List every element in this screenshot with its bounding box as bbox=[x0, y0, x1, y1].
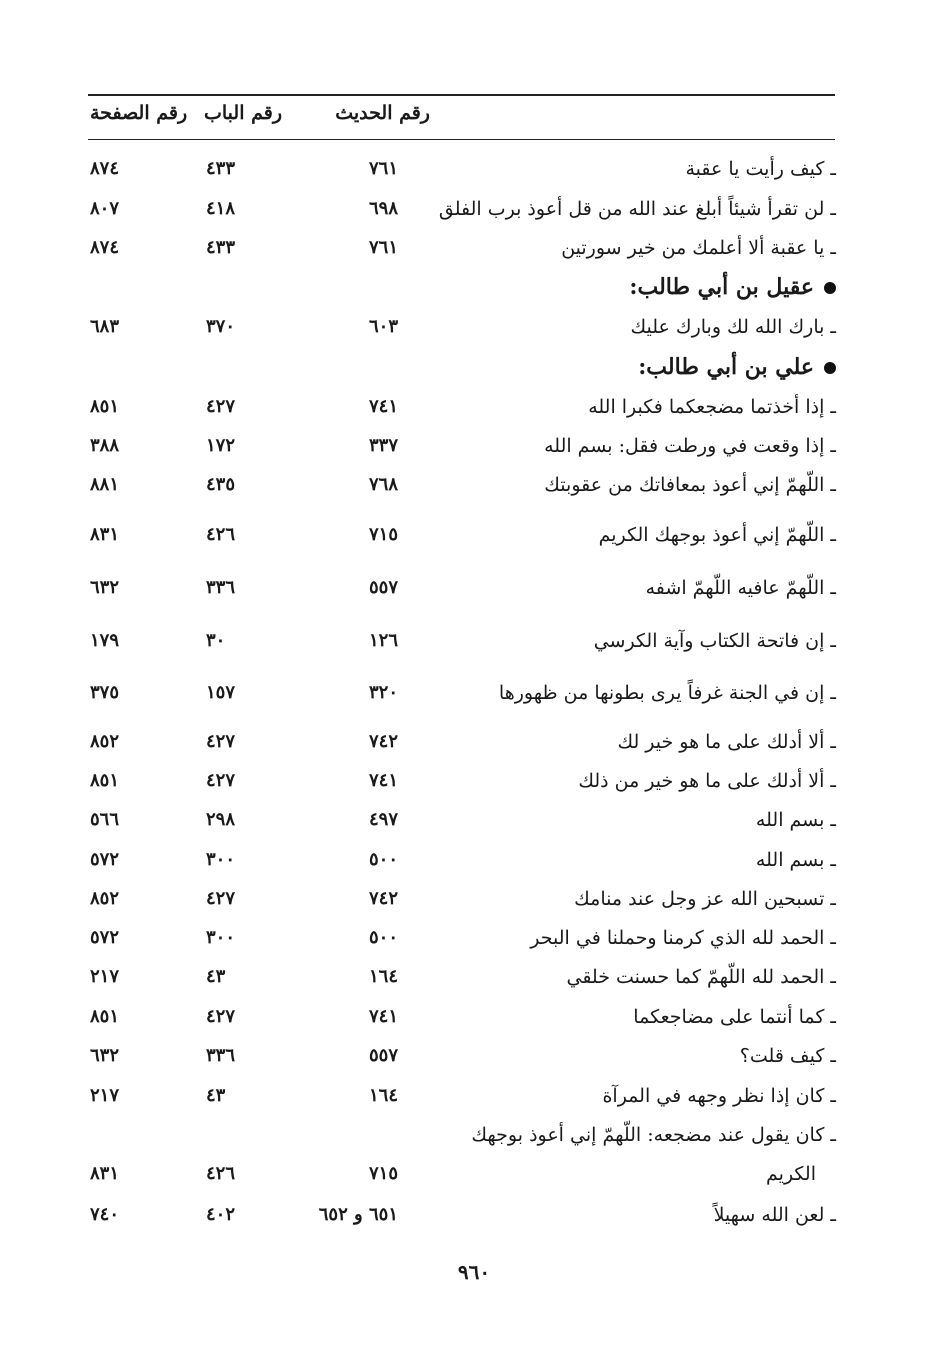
chapter-number: ٤٢٧ bbox=[206, 396, 236, 417]
chapter-number: ٣٣٦ bbox=[206, 1045, 236, 1066]
hadith-phrase bbox=[617, 727, 836, 757]
page-number: ٩٦٠ bbox=[457, 1260, 491, 1284]
index-row bbox=[0, 1159, 948, 1189]
chapter-number: ٤٣ bbox=[206, 966, 226, 987]
hadith-phrase bbox=[566, 962, 836, 992]
index-row bbox=[0, 678, 948, 708]
chapter-number: ٤٢٦ bbox=[206, 1163, 236, 1184]
hadith-number: ٧٤١ bbox=[368, 770, 398, 791]
index-row bbox=[0, 845, 948, 875]
header-page-number: رقم الصفحة bbox=[90, 102, 188, 124]
header-rule bbox=[88, 139, 835, 140]
hadith-phrase bbox=[756, 805, 836, 835]
index-row bbox=[0, 1081, 948, 1111]
chapter-number: ٤٣٥ bbox=[206, 474, 236, 495]
page-ref: ٨٥٢ bbox=[90, 731, 120, 752]
chapter-number: ٤٣ bbox=[206, 1085, 226, 1106]
section-heading bbox=[0, 352, 948, 382]
hadith-number: ١٢٦ bbox=[368, 630, 398, 651]
page-ref: ٨٧٤ bbox=[90, 158, 120, 179]
hadith-number: ٧٦٨ bbox=[368, 474, 398, 495]
bullet-icon bbox=[824, 282, 836, 294]
index-row bbox=[0, 766, 948, 796]
hadith-phrase bbox=[471, 1120, 836, 1150]
index-row bbox=[0, 431, 948, 461]
index-row bbox=[0, 312, 948, 342]
page-ref: ٣٨٨ bbox=[90, 435, 120, 456]
row-text: ـ ألا أدلك على ما هو خير من ذلك bbox=[578, 770, 836, 792]
index-row bbox=[0, 884, 948, 914]
hadith-number: ٦٩٨ bbox=[368, 198, 398, 219]
hadith-number: ٥٥٧ bbox=[368, 1045, 398, 1066]
page-ref: ٨٠٧ bbox=[90, 198, 120, 219]
chapter-number: ٣٠ bbox=[206, 630, 226, 651]
row-text: ـ كيف رأيت يا عقبة bbox=[685, 158, 836, 180]
header-chapter-number: رقم الباب bbox=[204, 102, 282, 124]
hadith-number: ٧٦١ bbox=[368, 237, 398, 258]
hadith-phrase bbox=[766, 1159, 816, 1189]
hadith-number: ٧٤١ bbox=[368, 1006, 398, 1027]
row-text: ـ ألا أدلك على ما هو خير لك bbox=[617, 731, 836, 753]
hadith-phrase bbox=[544, 431, 836, 461]
row-text: ـ بارك الله لك وبارك عليك bbox=[630, 316, 836, 338]
page-ref: ١٧٩ bbox=[90, 630, 120, 651]
hadith-phrase bbox=[633, 1002, 836, 1032]
hadith-number: ٥٠٠ bbox=[368, 849, 398, 870]
row-text: ـ كيف قلت؟ bbox=[739, 1045, 836, 1067]
index-row bbox=[0, 154, 948, 184]
hadith-phrase bbox=[544, 470, 836, 500]
page-ref: ٥٧٢ bbox=[90, 849, 120, 870]
row-text: ـ بسم الله bbox=[755, 809, 836, 831]
bullet-icon bbox=[824, 362, 836, 374]
row-text: ـ لن تقرأ شيئاً أبلغ عند الله من قل أعوذ برب الفلق bbox=[438, 198, 836, 220]
chapter-number: ١٥٧ bbox=[206, 682, 236, 703]
page-ref: ٨٥١ bbox=[90, 770, 120, 791]
row-text: علي بن أبي طالب: bbox=[638, 354, 814, 380]
hadith-phrase bbox=[574, 884, 836, 914]
chapter-number: ٤٢٧ bbox=[206, 731, 236, 752]
page-ref: ٨٧٤ bbox=[90, 237, 120, 258]
index-row bbox=[0, 727, 948, 757]
row-text: ـ الحمد لله اللّهمّ كما حسنت خلقي bbox=[566, 966, 836, 988]
hadith-phrase bbox=[631, 312, 836, 342]
hadith-number: ٧٤٢ bbox=[368, 888, 398, 909]
chapter-number: ٤٠٢ bbox=[206, 1204, 236, 1225]
page-ref: ٨٨١ bbox=[90, 474, 120, 495]
hadith-phrase bbox=[588, 392, 836, 422]
row-text: ـ كان إذا نظر وجهه في المرآة bbox=[602, 1085, 836, 1107]
hadith-number: ١٦٤ bbox=[368, 1085, 398, 1106]
index-row bbox=[0, 194, 948, 224]
page-ref: ٨٣١ bbox=[90, 524, 120, 545]
chapter-number: ٤١٨ bbox=[206, 198, 236, 219]
hadith-number: ٦٠٣ bbox=[368, 316, 398, 337]
chapter-number: ١٧٢ bbox=[206, 435, 236, 456]
hadith-number: ٧٤٢ bbox=[368, 731, 398, 752]
index-row bbox=[0, 392, 948, 422]
hadith-number: ٣٢٠ bbox=[368, 682, 398, 703]
index-row bbox=[0, 805, 948, 835]
index-row bbox=[0, 573, 948, 603]
row-text: ـ لعن الله سهيلاً bbox=[713, 1204, 836, 1226]
page-ref: ٨٥١ bbox=[90, 1006, 120, 1027]
index-row bbox=[0, 962, 948, 992]
row-text: ـ اللّهمّ عافيه اللّهمّ اشفه bbox=[645, 577, 836, 599]
index-row bbox=[0, 1002, 948, 1032]
hadith-phrase bbox=[561, 233, 836, 263]
chapter-number: ٤٣٣ bbox=[206, 158, 236, 179]
hadith-number: ٦٥١ و ٦٥٢ bbox=[318, 1204, 398, 1225]
hadith-number: ٧١٥ bbox=[368, 524, 398, 545]
chapter-number: ٤٢٧ bbox=[206, 770, 236, 791]
index-row bbox=[0, 233, 948, 263]
page-ref: ٦٣٢ bbox=[90, 577, 120, 598]
hadith-phrase bbox=[602, 1081, 836, 1111]
page-ref: ٧٤٠ bbox=[90, 1204, 120, 1225]
section-title bbox=[638, 352, 836, 382]
hadith-number: ٣٣٧ bbox=[368, 435, 398, 456]
row-text: ـ يا عقبة ألا أعلمك من خير سورتين bbox=[561, 237, 836, 259]
row-text: ـ اللّهمّ إني أعوذ بوجهك الكريم bbox=[598, 524, 836, 546]
page-ref: ٦٨٣ bbox=[90, 316, 120, 337]
chapter-number: ٣٣٦ bbox=[206, 577, 236, 598]
page-ref: ٣٧٥ bbox=[90, 682, 120, 703]
index-row bbox=[0, 626, 948, 656]
hadith-phrase bbox=[439, 194, 836, 224]
chapter-number: ٤٢٧ bbox=[206, 1006, 236, 1027]
hadith-phrase bbox=[578, 766, 836, 796]
chapter-number: ٣٠٠ bbox=[206, 927, 236, 948]
row-text: ـ كما أنتما على مضاجعكما bbox=[633, 1006, 836, 1028]
hadith-number: ٥٥٧ bbox=[368, 577, 398, 598]
hadith-phrase bbox=[740, 1041, 836, 1071]
chapter-number: ٤٣٣ bbox=[206, 237, 236, 258]
hadith-number: ٧٦١ bbox=[368, 158, 398, 179]
section-heading bbox=[0, 272, 948, 302]
hadith-phrase bbox=[499, 678, 836, 708]
hadith-phrase bbox=[599, 520, 836, 550]
page-ref: ٨٣١ bbox=[90, 1163, 120, 1184]
index-row bbox=[0, 520, 948, 550]
chapter-number: ٣٠٠ bbox=[206, 849, 236, 870]
row-text: ـ إذا أخذتما مضجعكما فكبرا الله bbox=[588, 396, 836, 418]
row-text: ـ إن في الجنة غرفاً يرى بطونها من ظهورها bbox=[498, 682, 836, 704]
row-text: ـ إذا وقعت في ورطت فقل: بسم الله bbox=[544, 435, 836, 457]
row-text: الكريم bbox=[766, 1163, 816, 1185]
chapter-number: ٤٢٦ bbox=[206, 524, 236, 545]
hadith-phrase bbox=[646, 573, 836, 603]
page-ref: ٦٣٢ bbox=[90, 1045, 120, 1066]
top-rule bbox=[88, 94, 835, 96]
index-row bbox=[0, 1041, 948, 1071]
page-ref: ٢١٧ bbox=[90, 1085, 120, 1106]
hadith-number: ٥٠٠ bbox=[368, 927, 398, 948]
hadith-number: ٧١٥ bbox=[368, 1163, 398, 1184]
row-text: ـ كان يقول عند مضجعه: اللّهمّ إني أعوذ بوجهك bbox=[471, 1124, 836, 1146]
hadith-phrase bbox=[714, 1200, 836, 1230]
page-ref: ٨٥١ bbox=[90, 396, 120, 417]
hadith-phrase bbox=[594, 626, 836, 656]
hadith-number: ٤٩٧ bbox=[368, 809, 398, 830]
hadith-phrase bbox=[685, 154, 836, 184]
page-ref: ٥٦٦ bbox=[90, 809, 120, 830]
row-text: ـ تسبحين الله عز وجل عند منامك bbox=[574, 888, 836, 910]
chapter-number: ٤٢٧ bbox=[206, 888, 236, 909]
hadith-phrase bbox=[530, 923, 836, 953]
index-row bbox=[0, 470, 948, 500]
header-hadith-number: رقم الحديث bbox=[335, 102, 430, 124]
row-text: ـ الحمد لله الذي كرمنا وحملنا في البحر bbox=[530, 927, 836, 949]
row-text: عقيل بن أبي طالب: bbox=[629, 274, 814, 300]
chapter-number: ٣٧٠ bbox=[206, 316, 236, 337]
row-text: ـ إن فاتحة الكتاب وآية الكرسي bbox=[593, 630, 836, 652]
page-ref: ٥٧٢ bbox=[90, 927, 120, 948]
chapter-number: ٢٩٨ bbox=[206, 809, 236, 830]
section-title bbox=[629, 272, 836, 302]
index-row bbox=[0, 923, 948, 953]
page-ref: ٢١٧ bbox=[90, 966, 120, 987]
row-text: ـ اللّهمّ إني أعوذ بمعافاتك من عقوبتك bbox=[544, 474, 836, 496]
index-row bbox=[0, 1120, 948, 1150]
index-row bbox=[0, 1200, 948, 1230]
hadith-phrase bbox=[756, 845, 836, 875]
row-text: ـ بسم الله bbox=[755, 849, 836, 871]
hadith-number: ١٦٤ bbox=[368, 966, 398, 987]
hadith-number: ٧٤١ bbox=[368, 396, 398, 417]
page-ref: ٨٥٢ bbox=[90, 888, 120, 909]
